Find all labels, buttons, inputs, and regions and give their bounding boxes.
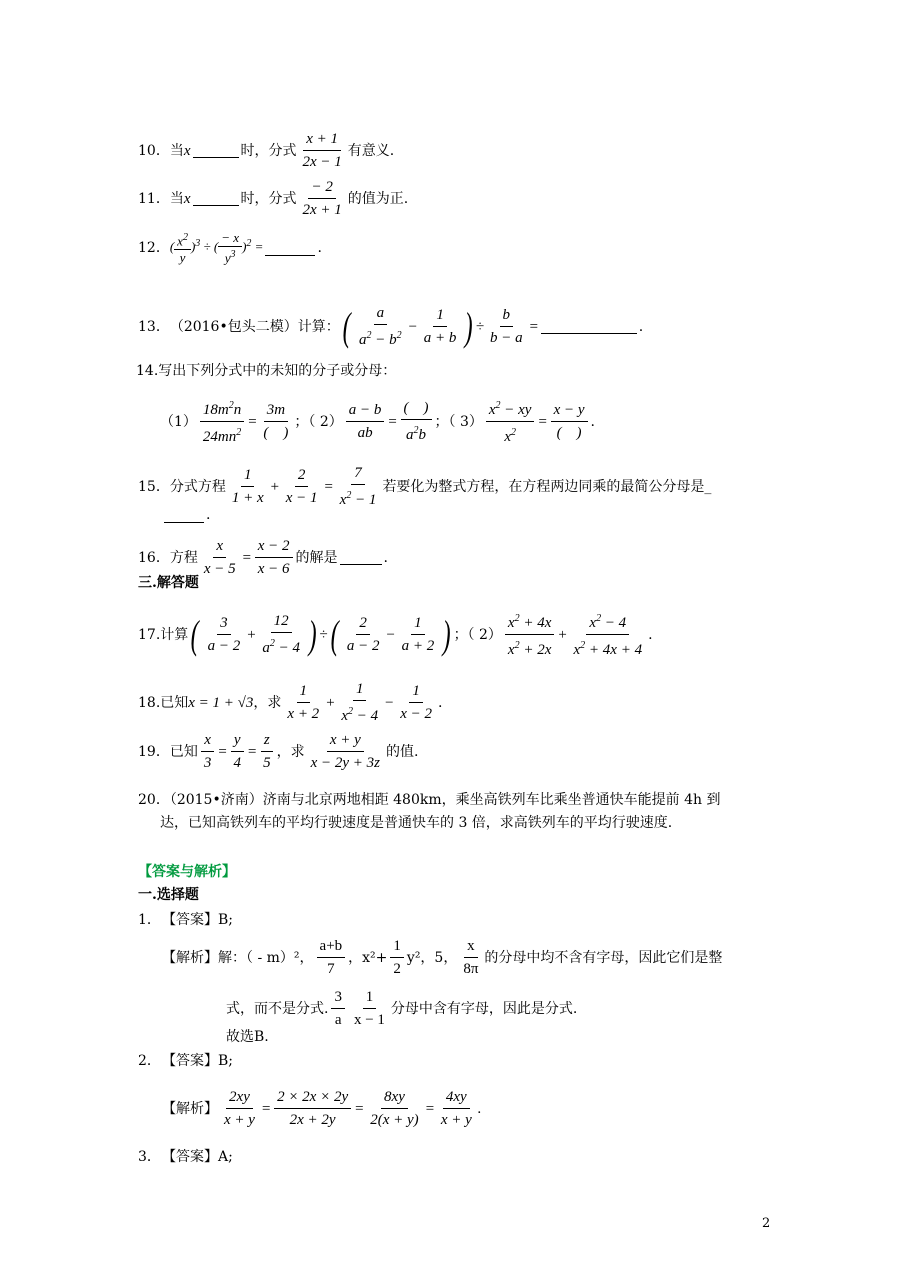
text: 时，分式 (240, 190, 297, 207)
question-10 (138, 130, 394, 171)
answer-blank (340, 550, 382, 565)
text: 计算 (160, 626, 189, 643)
expression: x + y x − 2y + 3z (310, 732, 380, 771)
q-number: 18. (138, 694, 161, 711)
expression: ( 3 a − 2 + 12 $a^2 - 4$ ) ÷ ( 2 a − 2 − 1 a + 2 ) (190, 611, 451, 657)
equation: x = 1 + √3 (188, 694, 254, 711)
question-15-cont (162, 505, 210, 525)
numerator: − 2 (308, 178, 335, 199)
q-number: 17. (138, 626, 161, 643)
fraction (300, 178, 345, 219)
text: 当 (169, 142, 184, 159)
source-text: （2016•包头二模）计算： (169, 318, 340, 335)
question-13 (138, 304, 643, 349)
question-20-line1: 20．（2015•济南）济南与北京两地相距 480km，乘坐高铁列车比乘坐普通快车能提前 4h 到 (138, 792, 721, 808)
answer-2 (138, 1051, 233, 1071)
period: . (383, 549, 388, 566)
q-number: 13． (138, 318, 170, 335)
a-number: 1． (138, 912, 161, 928)
fraction: a+b 7 (317, 937, 346, 978)
expression: $18m^2n$ $24mn^2$ = 3m ( ) (197, 397, 294, 446)
a-number: 3． (138, 1149, 161, 1165)
q-number: 12． (138, 240, 170, 257)
answer-2-explain (162, 1088, 482, 1129)
expression: x x − 5 = x − 2 x − 6 (198, 537, 296, 578)
text: 分式方程 (169, 478, 226, 495)
section-heading: 一.选择题 (138, 887, 199, 903)
period: . (590, 413, 595, 430)
question-16 (138, 537, 388, 578)
answer-1-conclusion: 故选B. (226, 1029, 269, 1045)
expression: ( a $a^2 - b^2$ − 1 a + b ) ÷ b b − a = (342, 303, 539, 349)
answer-blank (193, 143, 239, 158)
answer-blank (193, 191, 239, 206)
denominator: 2x − 1 (302, 154, 342, 170)
question-text: 14.写出下列分式中的未知的分子或分母： (136, 363, 397, 379)
text: 方程 (169, 549, 198, 566)
denominator: 2x + 1 (302, 202, 342, 218)
question-12 (138, 232, 322, 264)
fraction: 1 x − 1 (353, 989, 385, 1028)
answer-1 (138, 910, 233, 930)
text: ，x²+ (348, 949, 388, 966)
answer: 【答案】A; (162, 1149, 233, 1165)
answer-blank (164, 508, 204, 523)
period: . (638, 318, 644, 335)
question-19 (138, 731, 418, 772)
answer-blank (265, 241, 315, 256)
text: 式，而不是分式. (226, 1000, 329, 1017)
question-14 (136, 361, 396, 381)
q-number: 15． (138, 478, 170, 495)
text: 的解是 (295, 549, 338, 566)
numerator: x + 1 (303, 130, 341, 151)
question-15 (138, 464, 711, 509)
period: . (648, 626, 653, 643)
text: 时，分式 (240, 142, 297, 159)
expression: $x^2$ − xy $x^2$ = x − y ( ) (483, 397, 591, 446)
answer-1-explain-2 (226, 988, 577, 1029)
part-label: （1） (160, 413, 197, 430)
text: 的值. (385, 743, 419, 760)
q-number: 11． (138, 190, 170, 207)
answers-title: 【答案与解析】 (138, 864, 236, 880)
expression: 1 x + 2 + 1 $x^2 - 4$ − 1 x − 2 (287, 681, 433, 724)
text: ，求 (276, 743, 305, 760)
expression: 1 1 + x + 2 x − 1 = 7 $x^2 - 1$ (231, 465, 377, 508)
text: 若要化为整式方程，在方程两边同乘的最简公分母是_ (382, 478, 712, 495)
question-11 (138, 178, 408, 219)
part-label: ；（ 2） (453, 626, 502, 643)
fraction: x 8π (463, 938, 479, 977)
period: . (438, 694, 443, 711)
text: 分母中含有字母，因此是分式. (390, 1000, 578, 1017)
fraction: $\frac{1}{2}$ (390, 937, 404, 978)
section-heading: 三.解答题 (138, 575, 199, 591)
expression: $x^2 + 4x$ $x^2 + 2x$ + $x^2 - 4$ $x^2 + 4x + 4$ (502, 610, 648, 659)
period: . (206, 507, 211, 523)
expression: 2xy x + y = 2 × 2x × 2y 2x + 2y = 8xy 2(x + y) = 4xy x + y . (224, 1089, 482, 1128)
q-number: 10． (138, 142, 170, 159)
period: . (317, 240, 322, 257)
text: 有意义. (347, 142, 395, 159)
text: 的分母中均不含有字母，因此它们是整 (484, 949, 723, 966)
text: 已知 (160, 694, 189, 711)
q-number: 16． (138, 549, 170, 566)
answer-1-explain (162, 937, 722, 978)
answer: 【答案】B; (162, 912, 234, 928)
question-17 (138, 610, 653, 659)
text: y²，5， (406, 949, 458, 966)
text: 已知 (169, 743, 198, 760)
variable: x (183, 190, 191, 207)
part-label: ；（ 2） (294, 413, 343, 430)
part-label: ；（ 3） (434, 413, 483, 430)
question-14-parts (160, 397, 595, 446)
answer-blank (541, 319, 637, 334)
expression: a − b ab = ( ) $a^2b$ (343, 399, 435, 444)
question-18 (138, 680, 442, 725)
answer: 【答案】B; (162, 1053, 234, 1069)
fraction: 3 a (331, 988, 345, 1029)
q-number: 19． (138, 743, 170, 760)
answer-3 (138, 1147, 233, 1167)
text: 的值为正. (347, 190, 409, 207)
expression: x 3 = y 4 = z 5 (198, 731, 277, 772)
expression: ( $\frac{x^2}{y}$ )$^3$ ÷ ( $\frac{- x}{y^3}$ )$^2$ = (169, 230, 264, 266)
explain-text: 【解析】解：（ - m）²， (162, 949, 314, 966)
fraction (300, 130, 345, 171)
page-number: 2 (762, 1216, 771, 1231)
a-number: 2． (138, 1053, 161, 1069)
text: ，求 (253, 694, 282, 711)
question-20-line2: 达，已知高铁列车的平均行驶速度是普通快车的 3 倍，求高铁列车的平均行驶速度. (160, 815, 673, 831)
text: 当 (169, 190, 184, 207)
variable: x (183, 142, 191, 159)
explain-text: 【解析】 (162, 1100, 218, 1117)
